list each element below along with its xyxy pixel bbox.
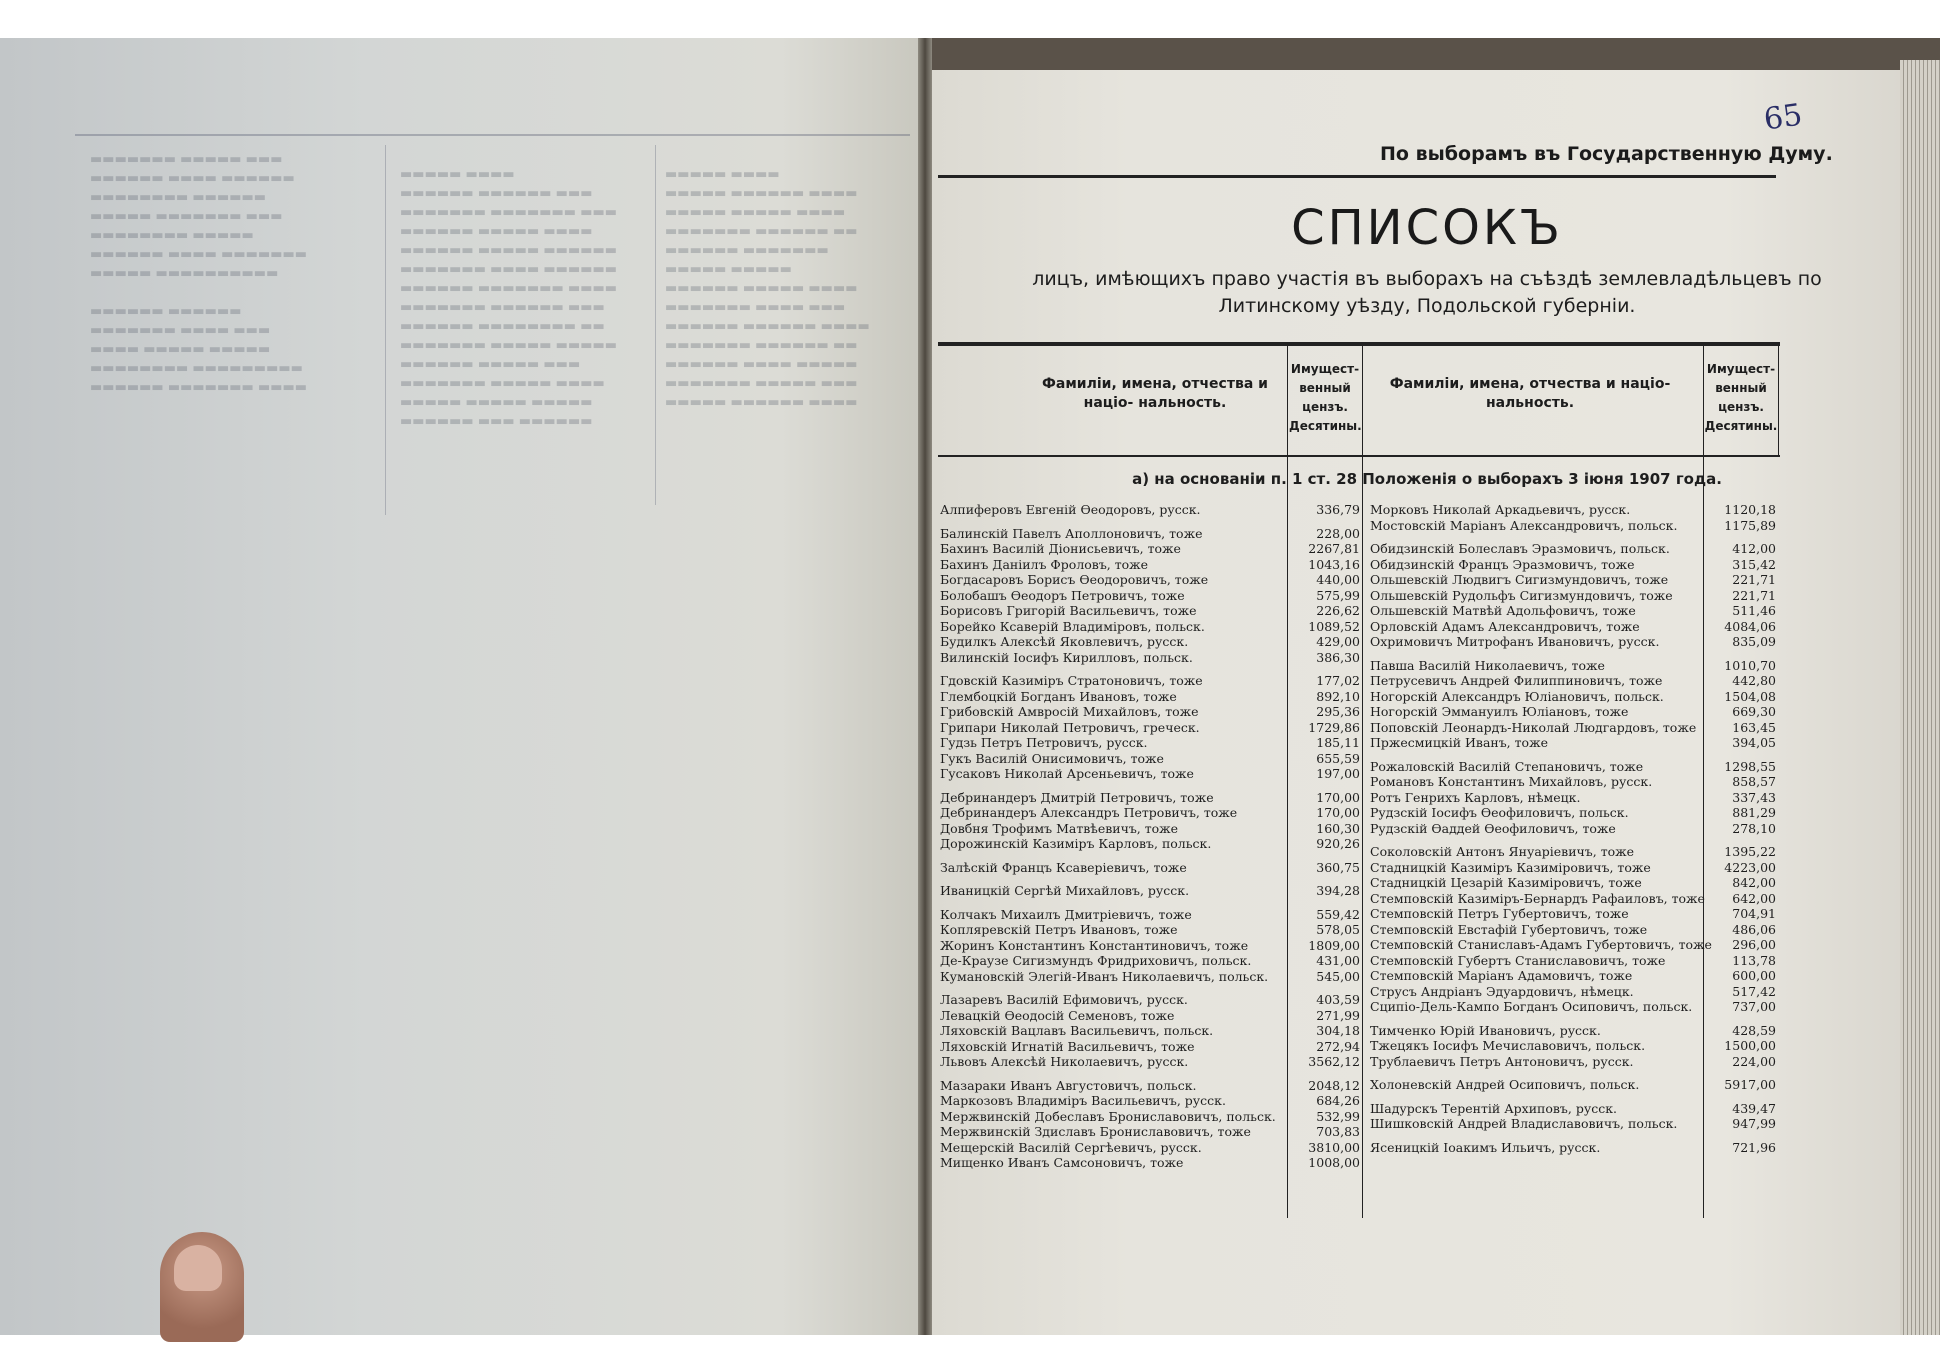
property-qualification-value: 892,10	[1316, 688, 1360, 704]
document-subtitle: Литинскому уѣзду, Подольской губерніи.	[1218, 295, 1636, 317]
column-divider	[1778, 346, 1779, 456]
property-qualification-value: 559,42	[1316, 906, 1360, 922]
list-item	[940, 836, 1360, 852]
property-qualification-value: 221,71	[1732, 587, 1776, 603]
list-item	[940, 1008, 1360, 1024]
column-header-values-right: Имущест- венный цензъ. Десятины.	[1704, 362, 1778, 433]
person-name: Стемповскій Маріанъ Адамовичъ, тоже	[1370, 968, 1633, 983]
property-qualification-value: 486,06	[1732, 921, 1776, 937]
list-item	[1370, 774, 1776, 790]
list-item	[940, 1124, 1360, 1140]
person-name: Ольшевскій Матвѣй Адольфовичъ, тоже	[1370, 603, 1636, 618]
person-name: Львовъ Алексѣй Николаевичъ, русск.	[940, 1054, 1189, 1069]
list-item	[940, 1140, 1360, 1156]
list-item	[940, 821, 1360, 837]
property-qualification-value: 394,28	[1316, 883, 1360, 898]
right-name-list	[1370, 502, 1776, 1155]
column-header-names-left: Фамиліи, имена, отчества и націо- нальность.	[1042, 376, 1268, 411]
list-item	[1370, 588, 1776, 604]
list-item	[1370, 805, 1776, 821]
property-qualification-value: 278,10	[1732, 820, 1776, 836]
person-name: Мазараки Иванъ Августовичъ, польск.	[940, 1077, 1197, 1093]
person-name: Петрусевичъ Андрей Филиппиновичъ, тоже	[1370, 673, 1663, 688]
person-name: Грибовскій Амвросій Михайловъ, тоже	[940, 704, 1199, 719]
list-item	[1370, 572, 1776, 588]
ghost-text-block: ▬▬▬▬▬ ▬▬▬▬ ▬▬▬▬▬ ▬▬▬▬▬▬ ▬▬▬▬ ▬▬▬▬▬ ▬▬▬▬▬ ▬▬▬▬ ▬▬▬▬▬▬▬ ▬▬▬▬▬▬ ▬▬ ▬▬▬▬▬▬ ▬▬▬▬▬▬▬ ▬▬▬▬▬ ▬▬▬▬▬ ▬▬▬▬▬▬ ▬▬▬▬▬ ▬▬▬▬ ▬▬▬▬▬▬▬ ▬▬▬▬ ▬▬▬ ▬▬▬▬▬▬ ▬▬▬▬▬▬ ▬▬▬▬ ▬▬▬▬▬▬▬ ▬▬▬▬▬▬ ▬▬ ▬▬▬▬▬▬ ▬▬▬▬ ▬▬▬▬▬ ▬▬▬▬▬▬▬ ▬▬▬▬▬ ▬▬▬ ▬▬▬▬▬ ▬▬▬▬▬▬ ▬▬▬▬	[665, 167, 870, 410]
list-item	[1370, 619, 1776, 635]
list-item	[940, 588, 1360, 604]
property-qualification-value: 684,26	[1316, 1093, 1360, 1108]
person-name: Ляховскій Вацлавъ Васильевичъ, польск.	[940, 1023, 1214, 1038]
list-item	[940, 751, 1360, 767]
property-qualification-value: 575,99	[1316, 587, 1360, 603]
property-qualification-value: 295,36	[1316, 704, 1360, 719]
list-item	[1370, 875, 1776, 891]
person-name: Стадницкій Цезарій Казиміровичъ, тоже	[1370, 875, 1642, 890]
person-name: Шишковскій Андрей Владиславовичъ, польск.	[1370, 1116, 1678, 1131]
property-qualification-value: 431,00	[1316, 953, 1360, 968]
property-qualification-value: 1175,89	[1724, 517, 1776, 533]
person-name: Гукъ Василій Онисимовичъ, тоже	[940, 750, 1164, 766]
person-name: Стемповскій Петръ Губертовичъ, тоже	[1370, 906, 1629, 921]
property-qualification-value: 1395,22	[1724, 844, 1776, 859]
list-item	[940, 704, 1360, 720]
property-qualification-value: 655,59	[1316, 750, 1360, 766]
person-name: Довбня Трофимъ Матвѣевичъ, тоже	[940, 820, 1179, 836]
list-item	[940, 720, 1360, 736]
person-name: Шадурскъ Терентій Архиповъ, русск.	[1370, 1100, 1617, 1116]
person-name: Тимченко Юрій Ивановичъ, русск.	[1370, 1022, 1601, 1038]
list-item	[1370, 634, 1776, 650]
list-item	[940, 992, 1360, 1008]
person-name: Борисовъ Григорій Васильевичъ, тоже	[940, 603, 1197, 618]
list-item	[1370, 658, 1776, 674]
property-qualification-value: 224,00	[1732, 1053, 1776, 1069]
person-name: Ногорскій Александръ Юліановичъ, польск.	[1370, 688, 1664, 704]
property-qualification-value: 185,11	[1316, 735, 1360, 750]
person-name: Рудзскій Ѳаддей Ѳеофиловичъ, тоже	[1370, 820, 1616, 836]
column-header-names-right: Фамиліи, имена, отчества и націо- нальность.	[1389, 376, 1671, 411]
person-name: Левацкій Ѳеодосій Семеновъ, тоже	[940, 1007, 1175, 1023]
property-qualification-value: 842,00	[1732, 875, 1776, 890]
person-name: Гусаковъ Николай Арсеньевичъ, тоже	[940, 766, 1194, 781]
person-name: Трублаевичъ Петръ Антоновичъ, русск.	[1370, 1053, 1634, 1069]
left-page-column-divider	[655, 145, 656, 505]
property-qualification-value: 394,05	[1732, 735, 1776, 750]
table-top-rule	[938, 342, 1780, 346]
person-name: Ногорскій Эммануилъ Юліановъ, тоже	[1370, 704, 1629, 719]
property-qualification-value: 197,00	[1316, 766, 1360, 781]
person-name: Бахинъ Даніилъ Фроловъ, тоже	[940, 556, 1149, 572]
list-item	[940, 689, 1360, 705]
property-qualification-value: 947,99	[1732, 1116, 1776, 1131]
ghost-text-block: ▬▬▬▬▬▬▬ ▬▬▬▬▬ ▬▬▬ ▬▬▬▬▬▬ ▬▬▬▬ ▬▬▬▬▬▬ ▬▬▬▬▬▬▬▬ ▬▬▬▬▬▬ ▬▬▬▬▬ ▬▬▬▬▬▬▬ ▬▬▬ ▬▬▬▬▬▬▬▬ ▬▬▬▬▬ ▬▬▬▬▬▬ ▬▬▬▬ ▬▬▬▬▬▬▬ ▬▬▬▬▬ ▬▬▬▬▬▬▬▬▬▬ ▬▬▬▬▬▬ ▬▬▬▬▬▬ ▬▬▬▬▬▬▬ ▬▬▬▬ ▬▬▬ ▬▬▬▬ ▬▬▬▬▬ ▬▬▬▬▬ ▬▬▬▬▬▬▬▬ ▬▬▬▬▬▬▬▬▬ ▬▬▬▬▬▬ ▬▬▬▬▬▬▬ ▬▬▬▬	[90, 152, 308, 395]
person-name: Стемповскій Евстафій Губертовичъ, тоже	[1370, 921, 1648, 937]
left-page-column-divider	[385, 145, 386, 515]
person-name: Глембоцкій Богданъ Ивановъ, тоже	[940, 688, 1177, 704]
property-qualification-value: 113,78	[1732, 952, 1776, 968]
left-name-list	[940, 502, 1360, 1171]
list-item	[1370, 720, 1776, 736]
person-name: Ольшевскій Рудольфъ Сигизмундовичъ, тоже	[1370, 587, 1673, 603]
person-name: Ляховскій Игнатій Васильевичъ, тоже	[940, 1038, 1195, 1054]
person-name: Де-Краузе Сигизмундъ Фридриховичъ, польск.	[940, 953, 1252, 968]
list-item	[1370, 1054, 1776, 1070]
running-header: По выборамъ въ Государственную Думу.	[1380, 143, 1833, 165]
list-item	[940, 953, 1360, 969]
person-name: Орловскій Адамъ Александровичъ, тоже	[1370, 618, 1640, 634]
person-name: Будилкъ Алексѣй Яковлевичъ, русск.	[940, 634, 1189, 649]
person-name: Стемповскій Губертъ Станиславовичъ, тоже	[1370, 952, 1666, 968]
person-name: Борейко Ксаверій Владиміровъ, польск.	[940, 618, 1205, 634]
person-name: Стадницкій Казиміръ Казиміровичъ, тоже	[1370, 859, 1651, 875]
property-qualification-value: 721,96	[1732, 1139, 1776, 1155]
person-name: Лазаревъ Василій Ефимовичъ, русск.	[940, 992, 1188, 1007]
person-name: Рудзскій Іосифъ Ѳеофиловичъ, польск.	[1370, 805, 1629, 820]
person-name: Балинскій Павелъ Аполлоновичъ, тоже	[940, 525, 1203, 541]
person-name: Жоринъ Константинъ Константиновичъ, тоже	[940, 937, 1249, 953]
list-item	[940, 541, 1360, 557]
person-name: Мостовскій Маріанъ Александровичъ, польск.	[1370, 517, 1678, 533]
property-qualification-value: 1729,86	[1308, 719, 1360, 735]
list-item	[1370, 541, 1776, 557]
property-qualification-value: 2048,12	[1308, 1077, 1360, 1093]
table-header-bottom-rule	[938, 455, 1780, 457]
list-item	[940, 735, 1360, 751]
property-qualification-value: 304,18	[1316, 1023, 1360, 1038]
property-qualification-value: 1504,08	[1724, 688, 1776, 704]
list-item	[1370, 922, 1776, 938]
person-name: Богдасаровъ Борисъ Ѳеодоровичъ, тоже	[940, 572, 1209, 587]
list-item	[940, 790, 1360, 806]
property-qualification-value: 737,00	[1732, 999, 1776, 1014]
list-item	[1370, 999, 1776, 1015]
list-item	[940, 1109, 1360, 1125]
person-name: Гудзь Петръ Петровичъ, русск.	[940, 735, 1148, 750]
document-title: СПИСОКЪ	[1291, 200, 1563, 256]
list-item	[940, 1093, 1360, 1109]
person-name: Павша Василій Николаевичъ, тоже	[1370, 657, 1605, 673]
property-qualification-value: 336,79	[1316, 502, 1360, 517]
list-item	[1370, 844, 1776, 860]
list-item	[1370, 603, 1776, 619]
property-qualification-value: 669,30	[1732, 704, 1776, 719]
property-qualification-value: 170,00	[1316, 789, 1360, 805]
property-qualification-value: 228,00	[1316, 525, 1360, 541]
ghost-text-block: ▬▬▬▬▬ ▬▬▬▬ ▬▬▬▬▬▬ ▬▬▬▬▬▬ ▬▬▬ ▬▬▬▬▬▬▬ ▬▬▬▬▬▬▬ ▬▬▬ ▬▬▬▬▬▬ ▬▬▬▬▬ ▬▬▬▬ ▬▬▬▬▬▬ ▬▬▬▬▬ ▬▬▬▬▬▬ ▬▬▬▬▬▬▬ ▬▬▬▬ ▬▬▬▬▬▬ ▬▬▬▬▬▬ ▬▬▬▬▬▬▬ ▬▬▬▬ ▬▬▬▬▬▬▬ ▬▬▬▬▬▬ ▬▬▬ ▬▬▬▬▬▬ ▬▬▬▬▬▬▬▬ ▬▬ ▬▬▬▬▬▬▬ ▬▬▬▬▬ ▬▬▬▬▬ ▬▬▬▬▬▬ ▬▬▬▬▬ ▬▬▬ ▬▬▬▬▬▬▬ ▬▬▬▬▬ ▬▬▬▬ ▬▬▬▬▬ ▬▬▬▬▬ ▬▬▬▬▬ ▬▬▬▬▬▬ ▬▬▬ ▬▬▬▬▬▬	[400, 167, 618, 429]
property-qualification-value: 386,30	[1316, 649, 1360, 665]
list-item	[1370, 518, 1776, 534]
person-name: Иваницкій Сергѣй Михайловъ, русск.	[940, 883, 1190, 898]
property-qualification-value: 429,00	[1316, 634, 1360, 649]
list-item	[1370, 1101, 1776, 1117]
list-item	[1370, 953, 1776, 969]
list-item	[940, 805, 1360, 821]
list-item	[1370, 860, 1776, 876]
left-page-top-rule	[75, 134, 910, 136]
list-item	[940, 922, 1360, 938]
list-item	[1370, 790, 1776, 806]
property-qualification-value: 5917,00	[1724, 1077, 1776, 1092]
person-name: Ясеницкій Іоакимъ Ильичъ, русск.	[1370, 1139, 1601, 1155]
list-item	[940, 557, 1360, 573]
property-qualification-value: 440,00	[1316, 572, 1360, 587]
property-qualification-value: 703,83	[1316, 1124, 1360, 1139]
list-item	[940, 860, 1360, 876]
list-item	[1370, 689, 1776, 705]
person-name: Мержвинскій Здиславъ Брониславовичъ, тоже	[940, 1124, 1251, 1139]
list-item	[1370, 1140, 1776, 1156]
property-qualification-value: 642,00	[1732, 890, 1776, 906]
list-item	[1370, 759, 1776, 775]
list-item	[1370, 557, 1776, 573]
person-name: Стемповскій Станиславъ-Адамъ Губертовичъ, тоже	[1370, 937, 1712, 952]
property-qualification-value: 412,00	[1732, 541, 1776, 556]
person-name: Маркозовъ Владиміръ Васильевичъ, русск.	[940, 1093, 1226, 1108]
person-name: Морковъ Николай Аркадьевичъ, русск.	[1370, 502, 1631, 517]
property-qualification-value: 858,57	[1732, 774, 1776, 789]
person-name: Копляревскій Петръ Ивановъ, тоже	[940, 922, 1178, 937]
list-item	[1370, 891, 1776, 907]
property-qualification-value: 1008,00	[1308, 1155, 1360, 1170]
person-name: Рожаловскій Василій Степановичъ, тоже	[1370, 758, 1644, 774]
property-qualification-value: 1298,55	[1724, 758, 1776, 774]
property-qualification-value: 296,00	[1732, 937, 1776, 952]
person-name: Колчакъ Михаилъ Дмитріевичъ, тоже	[940, 906, 1192, 922]
person-name: Мержвинскій Добеславъ Брониславовичъ, польск.	[940, 1108, 1276, 1124]
person-name: Мещерскій Василій Сергѣевичъ, русск.	[940, 1139, 1202, 1155]
list-item	[1370, 673, 1776, 689]
list-item	[940, 1078, 1360, 1094]
property-qualification-value: 835,09	[1732, 634, 1776, 649]
property-qualification-value: 272,94	[1316, 1038, 1360, 1054]
list-item	[1370, 821, 1776, 837]
book-gutter	[918, 38, 932, 1335]
person-name: Вилинскій Іосифъ Кирилловъ, польск.	[940, 649, 1193, 665]
person-name: Залѣскій Францъ Ксаверіевичъ, тоже	[940, 859, 1187, 875]
property-qualification-value: 271,99	[1316, 1007, 1360, 1023]
list-item	[940, 1039, 1360, 1055]
list-item	[940, 673, 1360, 689]
list-item	[940, 883, 1360, 899]
property-qualification-value: 578,05	[1316, 922, 1360, 937]
person-name: Ротъ Генрихъ Карловъ, нѣмецк.	[1370, 789, 1581, 805]
list-item	[940, 603, 1360, 619]
list-item	[1370, 968, 1776, 984]
document-subtitle: лицъ, имѣющихъ право участія въ выборахъ на съѣздѣ землевладѣльцевъ по	[1032, 268, 1822, 290]
list-item	[1370, 1077, 1776, 1093]
person-name: Болобашъ Ѳеодоръ Петровичъ, тоже	[940, 587, 1185, 603]
list-item	[1370, 937, 1776, 953]
list-item	[1370, 502, 1776, 518]
list-item	[1370, 984, 1776, 1000]
header-rule	[938, 175, 1776, 178]
property-qualification-value: 600,00	[1732, 968, 1776, 983]
list-item	[940, 907, 1360, 923]
person-name: Грипари Николай Петровичъ, греческ.	[940, 719, 1200, 735]
list-item	[1370, 1038, 1776, 1054]
property-qualification-value: 1809,00	[1308, 937, 1360, 953]
property-qualification-value: 170,00	[1316, 805, 1360, 820]
list-item	[940, 502, 1360, 518]
property-qualification-value: 442,80	[1732, 673, 1776, 688]
property-qualification-value: 1089,52	[1308, 618, 1360, 634]
list-item	[940, 766, 1360, 782]
property-qualification-value: 2267,81	[1308, 541, 1360, 556]
list-item	[940, 1054, 1360, 1070]
person-name: Бахинъ Василій Діонисьевичъ, тоже	[940, 541, 1181, 556]
property-qualification-value: 1043,16	[1308, 556, 1360, 572]
list-item	[1370, 704, 1776, 720]
person-name: Охримовичъ Митрофанъ Ивановичъ, русск.	[1370, 634, 1660, 649]
property-qualification-value: 221,71	[1732, 572, 1776, 587]
property-qualification-value: 1120,18	[1724, 502, 1776, 517]
property-qualification-value: 226,62	[1316, 603, 1360, 618]
property-qualification-value: 881,29	[1732, 805, 1776, 820]
list-item	[940, 650, 1360, 666]
person-name: Тжецякъ Іосифъ Мечиславовичъ, польск.	[1370, 1038, 1646, 1053]
person-name: Струсъ Андріанъ Эдуардовичъ, нѣмецк.	[1370, 983, 1634, 999]
person-name: Дорожинскій Казиміръ Карловъ, польск.	[940, 836, 1212, 851]
property-qualification-value: 360,75	[1316, 859, 1360, 875]
property-qualification-value: 545,00	[1316, 968, 1360, 984]
property-qualification-value: 1010,70	[1724, 657, 1776, 673]
person-name: Обидзинскій Францъ Эразмовичъ, тоже	[1370, 556, 1635, 572]
person-name: Алпиферовъ Евгеній Ѳеодоровъ, русск.	[940, 502, 1201, 517]
property-qualification-value: 163,45	[1732, 719, 1776, 735]
person-name: Холоневскій Андрей Осиповичъ, польск.	[1370, 1077, 1640, 1092]
list-item	[940, 1155, 1360, 1171]
handwritten-folio-number: 65	[1761, 97, 1805, 138]
property-qualification-value: 315,42	[1732, 556, 1776, 572]
property-qualification-value: 532,99	[1316, 1108, 1360, 1124]
person-name: Мищенко Иванъ Самсоновичъ, тоже	[940, 1155, 1184, 1170]
property-qualification-value: 439,47	[1732, 1100, 1776, 1116]
list-item	[940, 1023, 1360, 1039]
list-item	[1370, 735, 1776, 751]
property-qualification-value: 428,59	[1732, 1022, 1776, 1038]
person-name: Поповскій Леонардъ-Николай Людгардовъ, тоже	[1370, 719, 1697, 735]
list-item	[940, 969, 1360, 985]
list-item	[940, 938, 1360, 954]
property-qualification-value: 403,59	[1316, 992, 1360, 1007]
scanner-thumbnail-nail	[174, 1245, 222, 1291]
property-qualification-value: 511,46	[1732, 603, 1776, 618]
property-qualification-value: 4223,00	[1724, 859, 1776, 875]
list-item	[940, 572, 1360, 588]
section-title: а) на основаніи п. 1 ст. 28 Положенія о выборахъ 3 іюня 1907 года.	[1132, 470, 1722, 488]
property-qualification-value: 4084,06	[1724, 618, 1776, 634]
list-item	[1370, 1116, 1776, 1132]
property-qualification-value: 1500,00	[1724, 1038, 1776, 1053]
person-name: Пржесмицкій Иванъ, тоже	[1370, 735, 1548, 750]
list-item	[940, 526, 1360, 542]
person-name: Ольшевскій Людвигъ Сигизмундовичъ, тоже	[1370, 572, 1669, 587]
list-item	[1370, 1023, 1776, 1039]
column-header-values-left: Имущест- венный цензъ. Десятины.	[1289, 362, 1362, 433]
person-name: Сципіо-Дель-Кампо Богданъ Осиповичъ, польск.	[1370, 999, 1693, 1014]
list-item	[940, 619, 1360, 635]
property-qualification-value: 177,02	[1316, 673, 1360, 688]
person-name: Обидзинскій Болеславъ Эразмовичъ, польск.	[1370, 541, 1670, 556]
property-qualification-value: 3562,12	[1308, 1054, 1360, 1069]
person-name: Романовъ Константинъ Михайловъ, русск.	[1370, 774, 1653, 789]
person-name: Гдовскій Казиміръ Стратоновичъ, тоже	[940, 673, 1203, 688]
list-item	[940, 634, 1360, 650]
property-qualification-value: 3810,00	[1308, 1139, 1360, 1155]
property-qualification-value: 517,42	[1732, 983, 1776, 999]
property-qualification-value: 920,26	[1316, 836, 1360, 851]
property-qualification-value: 337,43	[1732, 789, 1776, 805]
person-name: Стемповскій Казиміръ-Бернардъ Рафаиловъ, тоже	[1370, 890, 1705, 906]
property-qualification-value: 160,30	[1316, 820, 1360, 836]
person-name: Кумановскій Элегій-Иванъ Николаевичъ, польск.	[940, 968, 1269, 984]
property-qualification-value: 704,91	[1732, 906, 1776, 921]
person-name: Дебринандеръ Дмитрій Петровичъ, тоже	[940, 789, 1214, 805]
list-item	[1370, 906, 1776, 922]
person-name: Соколовскій Антонъ Януаріевичъ, тоже	[1370, 844, 1635, 859]
person-name: Дебринандеръ Александръ Петровичъ, тоже	[940, 805, 1238, 820]
